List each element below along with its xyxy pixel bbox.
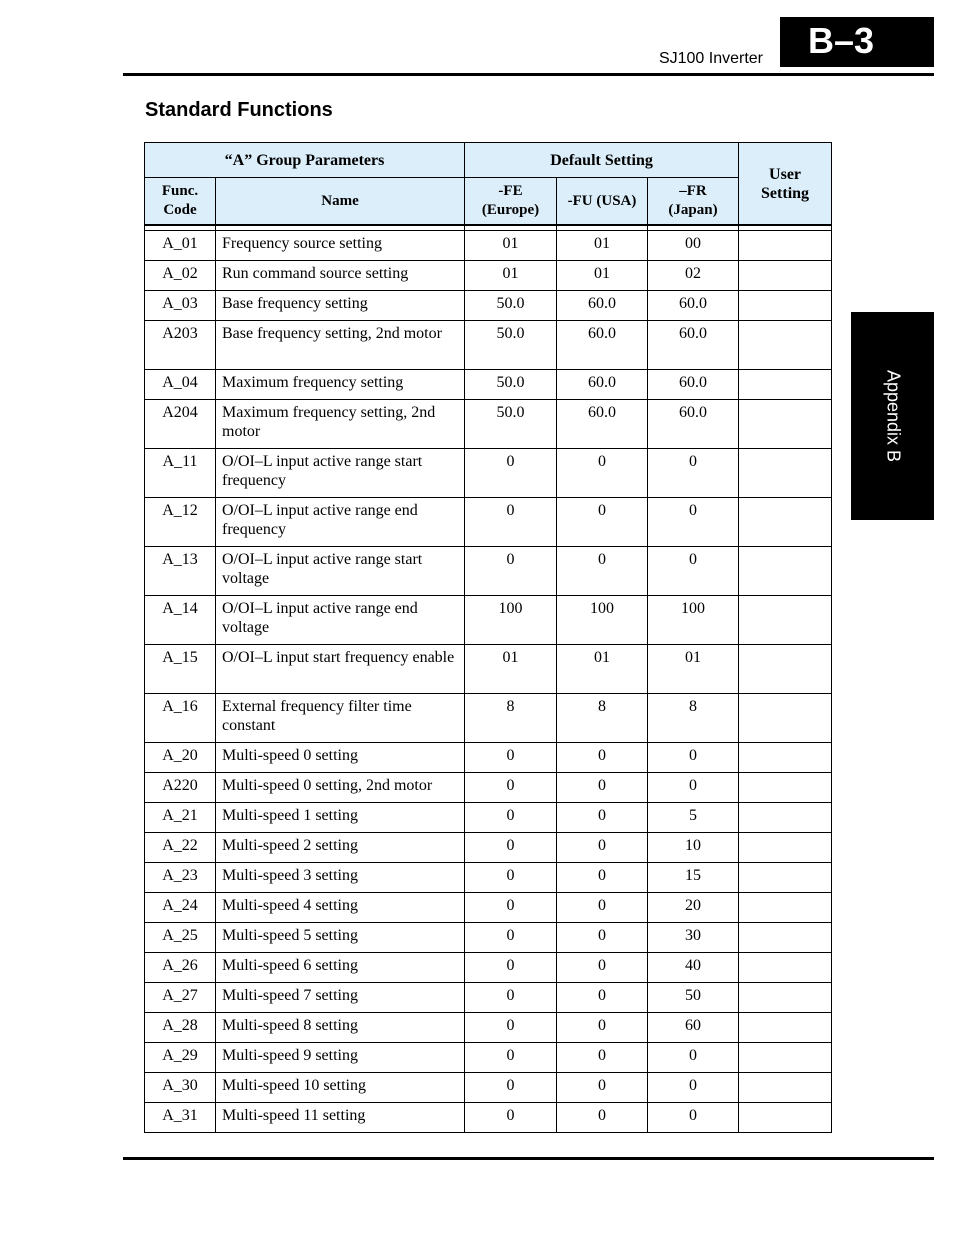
fe-default-cell: 0: [465, 449, 557, 498]
table-row: [145, 231, 832, 261]
fr-default-cell: 50: [648, 983, 739, 1013]
fu-default-cell: 01: [557, 261, 648, 291]
user-setting-cell[interactable]: [739, 743, 832, 773]
fu-default-cell: 0: [557, 983, 648, 1013]
user-setting-cell[interactable]: [739, 547, 832, 596]
func-code-cell: A_01: [145, 231, 216, 261]
fe-default-cell: 0: [465, 1073, 557, 1103]
section-title: Standard Functions: [145, 99, 333, 121]
fr-default-cell: 0: [648, 773, 739, 803]
func-code-cell: A220: [145, 773, 216, 803]
name-cell: External frequency filter time constant: [216, 694, 465, 743]
running-header: SJ100 Inverter: [658, 50, 763, 67]
fe-default-cell: 50.0: [465, 370, 557, 400]
fe-default-cell: 0: [465, 1103, 557, 1133]
fu-default-cell: 0: [557, 1013, 648, 1043]
func-code-cell: A_02: [145, 261, 216, 291]
table-row: [145, 863, 832, 893]
appendix-side-tab: [851, 312, 934, 520]
fe-default-cell: 0: [465, 773, 557, 803]
user-setting-cell[interactable]: [739, 231, 832, 261]
fe-default-cell: 0: [465, 547, 557, 596]
fr-default-cell: 00: [648, 231, 739, 261]
fr-default-cell: 40: [648, 953, 739, 983]
fu-default-cell: 0: [557, 1103, 648, 1133]
fu-default-cell: 0: [557, 498, 648, 547]
fr-default-cell: 0: [648, 498, 739, 547]
user-setting-cell[interactable]: [739, 1043, 832, 1073]
user-setting-cell[interactable]: [739, 1013, 832, 1043]
fr-default-cell: 10: [648, 833, 739, 863]
fu-default-cell: 60.0: [557, 321, 648, 370]
table-row: [145, 1073, 832, 1103]
fe-default-cell: 01: [465, 231, 557, 261]
fe-europe-header: -FE (Europe): [465, 178, 557, 226]
name-cell: O/OI–L input active range start frequency: [216, 449, 465, 498]
fu-default-cell: 0: [557, 863, 648, 893]
name-cell: Multi-speed 0 setting, 2nd motor: [216, 773, 465, 803]
table-row: [145, 1013, 832, 1043]
fr-default-cell: 20: [648, 893, 739, 923]
name-cell: Multi-speed 5 setting: [216, 923, 465, 953]
func-code-cell: A_25: [145, 923, 216, 953]
table-row: [145, 400, 832, 449]
parameters-table: [144, 142, 832, 1133]
func-code-cell: A_30: [145, 1073, 216, 1103]
table-row: [145, 1103, 832, 1133]
name-cell: Multi-speed 7 setting: [216, 983, 465, 1013]
table-row: [145, 370, 832, 400]
fe-default-cell: 50.0: [465, 291, 557, 321]
func-code-cell: A_21: [145, 803, 216, 833]
fr-default-cell: 0: [648, 1103, 739, 1133]
fu-usa-header: -FU (USA): [557, 178, 648, 226]
fr-default-cell: 0: [648, 1073, 739, 1103]
user-setting-cell[interactable]: [739, 498, 832, 547]
user-setting-cell[interactable]: [739, 645, 832, 694]
default-setting-header: Default Setting: [465, 143, 739, 178]
user-setting-cell[interactable]: [739, 863, 832, 893]
user-setting-header-text: User Setting: [761, 165, 810, 202]
func-code-cell: A_04: [145, 370, 216, 400]
fr-default-cell: 60.0: [648, 400, 739, 449]
fr-default-cell: 0: [648, 449, 739, 498]
func-code-header: Func. Code: [145, 178, 216, 226]
func-code-cell: A_26: [145, 953, 216, 983]
fu-default-cell: 0: [557, 833, 648, 863]
name-cell: Maximum frequency setting, 2nd motor: [216, 400, 465, 449]
user-setting-cell[interactable]: [739, 773, 832, 803]
fe-default-cell: 0: [465, 803, 557, 833]
user-setting-cell[interactable]: [739, 983, 832, 1013]
fe-default-cell: 0: [465, 833, 557, 863]
fu-default-cell: 0: [557, 923, 648, 953]
fe-default-cell: 0: [465, 863, 557, 893]
fr-default-cell: 0: [648, 1043, 739, 1073]
fe-default-cell: 0: [465, 953, 557, 983]
user-setting-cell[interactable]: [739, 833, 832, 863]
table-row: [145, 498, 832, 547]
name-cell: Base frequency setting: [216, 291, 465, 321]
func-code-cell: A203: [145, 321, 216, 370]
table-row: [145, 773, 832, 803]
fu-default-cell: 0: [557, 953, 648, 983]
user-setting-cell[interactable]: [739, 953, 832, 983]
fe-default-cell: 0: [465, 1013, 557, 1043]
user-setting-cell[interactable]: [739, 449, 832, 498]
table-row: [145, 833, 832, 863]
table-row: [145, 547, 832, 596]
fe-default-cell: 100: [465, 596, 557, 645]
fr-default-cell: 0: [648, 743, 739, 773]
name-cell: Multi-speed 9 setting: [216, 1043, 465, 1073]
func-code-cell: A_11: [145, 449, 216, 498]
fr-default-cell: 0: [648, 547, 739, 596]
func-code-cell: A_28: [145, 1013, 216, 1043]
fu-default-cell: 60.0: [557, 370, 648, 400]
table-row: [145, 1043, 832, 1073]
fr-default-cell: 30: [648, 923, 739, 953]
table-row: [145, 893, 832, 923]
func-code-cell: A_14: [145, 596, 216, 645]
fu-default-cell: 0: [557, 893, 648, 923]
user-setting-header: [739, 143, 832, 226]
fr-default-cell: 02: [648, 261, 739, 291]
fu-default-cell: 60.0: [557, 291, 648, 321]
user-setting-cell[interactable]: [739, 261, 832, 291]
user-setting-cell[interactable]: [739, 400, 832, 449]
fe-default-cell: 0: [465, 893, 557, 923]
name-cell: Multi-speed 11 setting: [216, 1103, 465, 1133]
func-code-cell: A_29: [145, 1043, 216, 1073]
name-cell: Multi-speed 6 setting: [216, 953, 465, 983]
fu-default-cell: 8: [557, 694, 648, 743]
fu-default-cell: 60.0: [557, 400, 648, 449]
fr-default-cell: 60: [648, 1013, 739, 1043]
table-row: [145, 694, 832, 743]
fe-default-cell: 50.0: [465, 400, 557, 449]
name-cell: Multi-speed 3 setting: [216, 863, 465, 893]
fu-default-cell: 100: [557, 596, 648, 645]
fe-default-cell: 0: [465, 498, 557, 547]
name-cell: Maximum frequency setting: [216, 370, 465, 400]
func-code-cell: A_24: [145, 893, 216, 923]
fu-default-cell: 0: [557, 1073, 648, 1103]
name-cell: Multi-speed 10 setting: [216, 1073, 465, 1103]
table-row: [145, 645, 832, 694]
fu-default-cell: 0: [557, 803, 648, 833]
name-cell: O/OI–L input active range end frequency: [216, 498, 465, 547]
name-cell: Multi-speed 4 setting: [216, 893, 465, 923]
func-code-cell: A_12: [145, 498, 216, 547]
func-code-cell: A_16: [145, 694, 216, 743]
fe-default-cell: 01: [465, 645, 557, 694]
table-row: [145, 743, 832, 773]
fe-default-cell: 0: [465, 743, 557, 773]
name-header: Name: [216, 178, 465, 226]
name-cell: Frequency source setting: [216, 231, 465, 261]
func-code-cell: A_20: [145, 743, 216, 773]
user-setting-cell[interactable]: [739, 596, 832, 645]
func-code-cell: A_31: [145, 1103, 216, 1133]
name-cell: Run command source setting: [216, 261, 465, 291]
table-row: [145, 261, 832, 291]
user-setting-cell[interactable]: [739, 923, 832, 953]
name-cell: Multi-speed 0 setting: [216, 743, 465, 773]
user-setting-cell[interactable]: [739, 1073, 832, 1103]
func-code-cell: A_23: [145, 863, 216, 893]
table-row: [145, 449, 832, 498]
fr-default-cell: 01: [648, 645, 739, 694]
table-row: [145, 803, 832, 833]
fr-default-cell: 8: [648, 694, 739, 743]
user-setting-cell[interactable]: [739, 321, 832, 370]
header-rule: [123, 73, 934, 76]
fe-default-cell: 8: [465, 694, 557, 743]
fu-default-cell: 0: [557, 743, 648, 773]
name-cell: O/OI–L input start frequency enable: [216, 645, 465, 694]
fe-default-cell: 0: [465, 923, 557, 953]
appendix-side-tab-label: Appendix B: [883, 369, 903, 463]
fr-default-cell: 15: [648, 863, 739, 893]
fu-default-cell: 0: [557, 1043, 648, 1073]
table-row: [145, 953, 832, 983]
user-setting-cell[interactable]: [739, 1103, 832, 1133]
func-code-cell: A_03: [145, 291, 216, 321]
table-row: [145, 983, 832, 1013]
fu-default-cell: 0: [557, 773, 648, 803]
fe-default-cell: 0: [465, 1043, 557, 1073]
func-code-cell: A_27: [145, 983, 216, 1013]
fr-default-cell: 60.0: [648, 291, 739, 321]
fr-default-cell: 60.0: [648, 370, 739, 400]
user-setting-cell[interactable]: [739, 694, 832, 743]
name-cell: Multi-speed 8 setting: [216, 1013, 465, 1043]
func-code-cell: A204: [145, 400, 216, 449]
fe-default-cell: 01: [465, 261, 557, 291]
fu-default-cell: 01: [557, 645, 648, 694]
table-row: [145, 291, 832, 321]
name-cell: O/OI–L input active range start voltage: [216, 547, 465, 596]
fe-default-cell: 50.0: [465, 321, 557, 370]
fe-default-cell: 0: [465, 983, 557, 1013]
func-code-cell: A_22: [145, 833, 216, 863]
table-row: [145, 923, 832, 953]
name-cell: O/OI–L input active range end voltage: [216, 596, 465, 645]
fr-default-cell: 5: [648, 803, 739, 833]
name-cell: Multi-speed 2 setting: [216, 833, 465, 863]
table-row: [145, 321, 832, 370]
fu-default-cell: 0: [557, 449, 648, 498]
fr-default-cell: 100: [648, 596, 739, 645]
page-number-tab: B–3: [780, 17, 934, 67]
group-parameters-header: “A” Group Parameters: [145, 143, 465, 178]
fu-default-cell: 0: [557, 547, 648, 596]
table-row: [145, 596, 832, 645]
fu-default-cell: 01: [557, 231, 648, 261]
user-setting-cell[interactable]: [739, 893, 832, 923]
footer-rule: [123, 1157, 934, 1160]
name-cell: Multi-speed 1 setting: [216, 803, 465, 833]
fr-default-cell: 60.0: [648, 321, 739, 370]
user-setting-cell[interactable]: [739, 370, 832, 400]
name-cell: Base frequency setting, 2nd motor: [216, 321, 465, 370]
func-code-cell: A_13: [145, 547, 216, 596]
user-setting-cell[interactable]: [739, 291, 832, 321]
fr-japan-header: –FR (Japan): [648, 178, 739, 226]
func-code-cell: A_15: [145, 645, 216, 694]
user-setting-cell[interactable]: [739, 803, 832, 833]
